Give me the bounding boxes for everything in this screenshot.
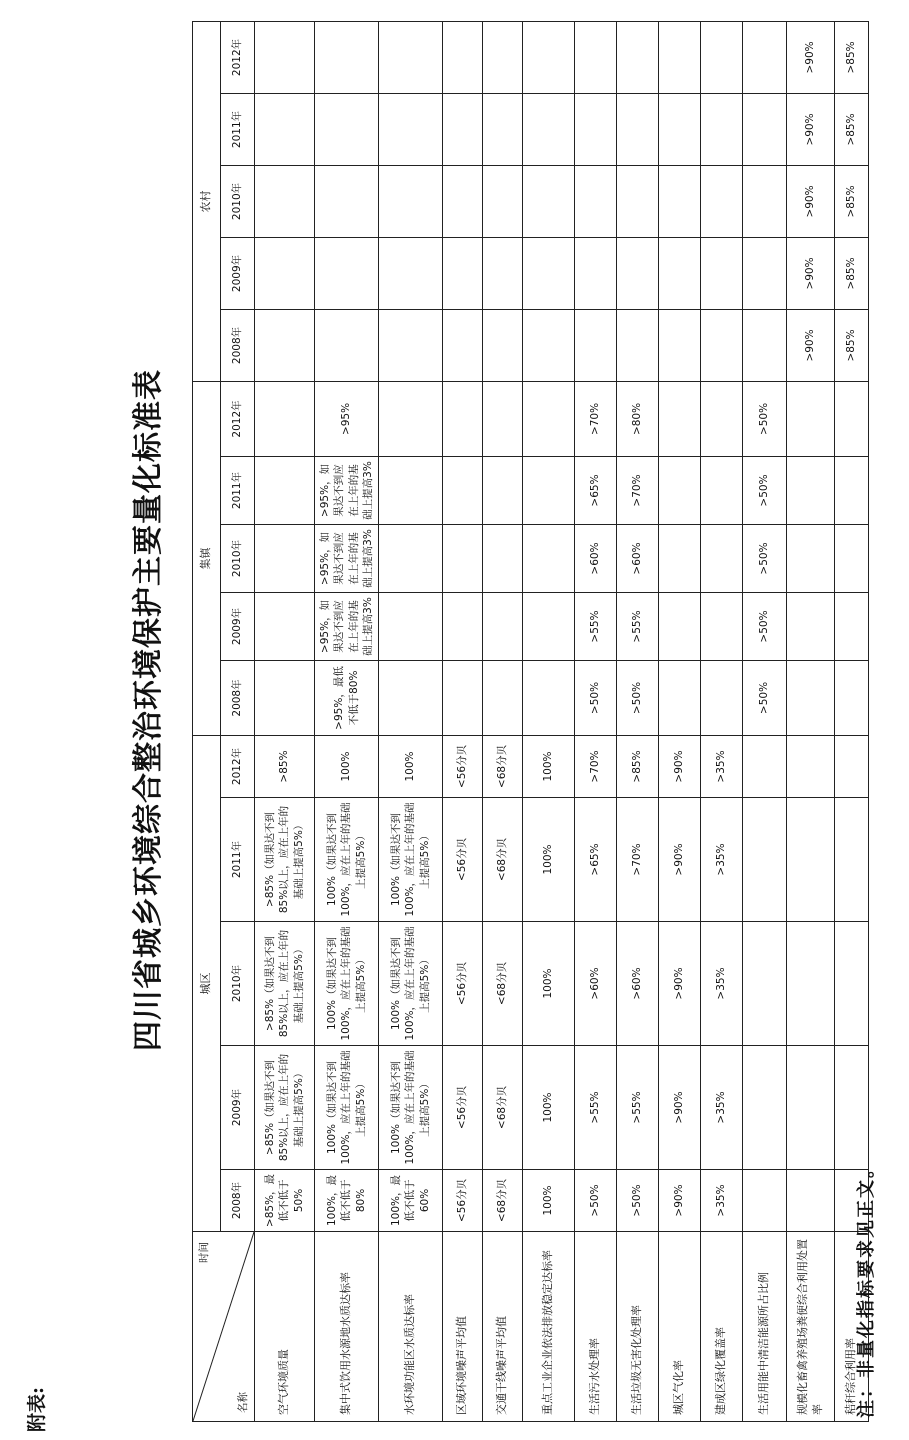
value-cell-jizhen — [787, 592, 835, 660]
value-cell-nongcun — [315, 309, 379, 381]
indicator-name: 建成区绿化覆盖率 — [701, 1232, 743, 1422]
value-cell-jizhen — [523, 381, 575, 456]
value-cell-jizhen — [379, 524, 443, 592]
value-cell-chengqu — [835, 798, 869, 922]
year-header: 2009年 — [221, 237, 255, 309]
value-cell-jizhen — [483, 381, 523, 456]
value-cell-chengqu: >70% — [575, 735, 617, 797]
value-cell-jizhen — [255, 592, 315, 660]
value-cell-chengqu: <56分贝 — [443, 735, 483, 797]
value-cell-nongcun — [617, 93, 659, 165]
value-cell-jizhen: >95%，最低不低于80% — [315, 660, 379, 735]
value-cell-jizhen — [701, 660, 743, 735]
value-cell-nongcun — [443, 21, 483, 93]
value-cell-jizhen: >80% — [617, 381, 659, 456]
year-header: 2008年 — [221, 660, 255, 735]
value-cell-nongcun — [575, 165, 617, 237]
value-cell-nongcun — [659, 21, 701, 93]
value-cell-chengqu: >70% — [617, 798, 659, 922]
value-cell-nongcun — [379, 165, 443, 237]
value-cell-jizhen — [787, 381, 835, 456]
value-cell-nongcun — [379, 21, 443, 93]
value-cell-jizhen: >55% — [575, 592, 617, 660]
value-cell-jizhen — [379, 592, 443, 660]
indicator-name: 集中式饮用水源地水质达标率 — [315, 1232, 379, 1422]
value-cell-nongcun — [575, 93, 617, 165]
value-cell-nongcun — [743, 237, 787, 309]
value-cell-nongcun — [575, 237, 617, 309]
value-cell-chengqu: >90% — [659, 1046, 701, 1170]
value-cell-nongcun — [443, 237, 483, 309]
value-cell-chengqu: <68分贝 — [483, 922, 523, 1046]
value-cell-jizhen — [255, 381, 315, 456]
value-cell-chengqu: >85%，最低不低于50% — [255, 1170, 315, 1232]
value-cell-chengqu: 100%，最低不低于80% — [315, 1170, 379, 1232]
value-cell-chengqu: <68分贝 — [483, 1170, 523, 1232]
corner-header-cell — [193, 1232, 255, 1422]
value-cell-jizhen — [659, 592, 701, 660]
value-cell-jizhen: >50% — [575, 660, 617, 735]
year-header: 2009年 — [221, 592, 255, 660]
value-cell-chengqu — [787, 1170, 835, 1232]
value-cell-nongcun — [701, 237, 743, 309]
value-cell-nongcun — [379, 309, 443, 381]
value-cell-jizhen — [835, 592, 869, 660]
year-header: 2009年 — [221, 1046, 255, 1170]
table-row — [617, 21, 659, 1421]
value-cell-jizhen — [379, 660, 443, 735]
value-cell-jizhen — [787, 524, 835, 592]
value-cell-chengqu — [743, 922, 787, 1046]
value-cell-chengqu: >85%（如果达不到85%以上，应在上年的基础上提高5%） — [255, 798, 315, 922]
year-header: 2008年 — [221, 1170, 255, 1232]
value-cell-nongcun — [483, 165, 523, 237]
footnote: 注：非量化指标要求见正文。 — [856, 1158, 877, 1418]
value-cell-chengqu — [743, 735, 787, 797]
value-cell-chengqu: >85% — [255, 735, 315, 797]
value-cell-jizhen — [255, 660, 315, 735]
value-cell-nongcun — [255, 21, 315, 93]
group-header-nongcun: 农村 — [193, 21, 221, 381]
value-cell-nongcun — [315, 93, 379, 165]
value-cell-nongcun: >90% — [787, 309, 835, 381]
value-cell-jizhen: >95%，如果达不到应在上年的基础上提高3% — [315, 456, 379, 524]
value-cell-chengqu: 100% — [523, 922, 575, 1046]
value-cell-jizhen — [787, 456, 835, 524]
value-cell-jizhen — [835, 456, 869, 524]
value-cell-jizhen — [701, 524, 743, 592]
document-title: 四川省城乡环境综合整治环境保护主要量化标准表 — [131, 369, 166, 1051]
group-header-chengqu: 城区 — [193, 735, 221, 1231]
table-row — [575, 21, 617, 1421]
indicator-name: 生活用能中清洁能源所占比例 — [743, 1232, 787, 1422]
year-header: 2010年 — [221, 524, 255, 592]
appendix-label: 附表: — [26, 1386, 48, 1432]
table-body — [255, 21, 869, 1421]
value-cell-jizhen — [255, 524, 315, 592]
value-cell-chengqu: 100%（如果达不到100%，应在上年的基础上提高5%） — [379, 1046, 443, 1170]
value-cell-chengqu: >55% — [617, 1046, 659, 1170]
value-cell-nongcun: >85% — [835, 93, 869, 165]
table-row — [787, 21, 835, 1421]
table-row — [379, 21, 443, 1421]
value-cell-nongcun — [701, 21, 743, 93]
value-cell-chengqu: >35% — [701, 1170, 743, 1232]
table-row — [255, 21, 315, 1421]
value-cell-chengqu: >35% — [701, 922, 743, 1046]
group-header-jizhen: 集镇 — [193, 381, 221, 735]
standards-table — [192, 21, 869, 1422]
value-cell-chengqu: 100%（如果达不到100%，应在上年的基础上提高5%） — [379, 798, 443, 922]
value-cell-nongcun — [483, 309, 523, 381]
value-cell-nongcun — [483, 237, 523, 309]
value-cell-chengqu: >90% — [659, 798, 701, 922]
value-cell-nongcun — [659, 165, 701, 237]
value-cell-jizhen — [483, 660, 523, 735]
value-cell-nongcun — [701, 165, 743, 237]
value-cell-nongcun: >90% — [787, 165, 835, 237]
indicator-name: 交通干线噪声平均值 — [483, 1232, 523, 1422]
value-cell-chengqu — [787, 1046, 835, 1170]
table-row — [743, 21, 787, 1421]
value-cell-nongcun — [523, 21, 575, 93]
value-cell-nongcun — [483, 93, 523, 165]
value-cell-chengqu: <56分贝 — [443, 1046, 483, 1170]
value-cell-jizhen: >50% — [743, 660, 787, 735]
year-header: 2010年 — [221, 165, 255, 237]
value-cell-jizhen — [835, 524, 869, 592]
value-cell-jizhen: >50% — [743, 381, 787, 456]
value-cell-chengqu — [787, 735, 835, 797]
indicator-name: 规模化畜禽养殖场粪便综合利用处置率 — [787, 1232, 835, 1422]
table-row — [701, 21, 743, 1421]
value-cell-nongcun — [523, 309, 575, 381]
value-cell-chengqu: >50% — [575, 1170, 617, 1232]
value-cell-chengqu — [743, 798, 787, 922]
indicator-name: 秸秆综合利用率 — [835, 1232, 869, 1422]
table-row — [659, 21, 701, 1421]
value-cell-chengqu: >85% — [617, 735, 659, 797]
value-cell-jizhen — [523, 592, 575, 660]
year-header: 2012年 — [221, 381, 255, 456]
year-header: 2012年 — [221, 735, 255, 797]
value-cell-jizhen — [483, 456, 523, 524]
value-cell-nongcun — [315, 237, 379, 309]
value-cell-chengqu: 100% — [523, 735, 575, 797]
value-cell-chengqu: <56分贝 — [443, 922, 483, 1046]
value-cell-nongcun — [659, 93, 701, 165]
value-cell-chengqu — [835, 735, 869, 797]
value-cell-chengqu: 100% — [379, 735, 443, 797]
value-cell-chengqu: >90% — [659, 1170, 701, 1232]
value-cell-chengqu — [835, 922, 869, 1046]
year-header: 2008年 — [221, 309, 255, 381]
value-cell-jizhen: >50% — [617, 660, 659, 735]
value-cell-nongcun — [743, 165, 787, 237]
value-cell-chengqu — [743, 1046, 787, 1170]
value-cell-nongcun — [701, 309, 743, 381]
value-cell-chengqu: <56分贝 — [443, 1170, 483, 1232]
value-cell-nongcun — [255, 165, 315, 237]
value-cell-chengqu — [743, 1170, 787, 1232]
value-cell-chengqu: <68分贝 — [483, 735, 523, 797]
value-cell-jizhen — [659, 381, 701, 456]
value-cell-nongcun — [617, 237, 659, 309]
value-cell-chengqu: >35% — [701, 798, 743, 922]
value-cell-jizhen: >95% — [315, 381, 379, 456]
value-cell-chengqu: >60% — [575, 922, 617, 1046]
value-cell-chengqu: 100% — [315, 735, 379, 797]
value-cell-jizhen — [835, 660, 869, 735]
value-cell-nongcun — [575, 309, 617, 381]
value-cell-jizhen — [483, 524, 523, 592]
value-cell-chengqu: >50% — [617, 1170, 659, 1232]
table-row — [483, 21, 523, 1421]
table-row — [443, 21, 483, 1421]
value-cell-jizhen: >95%，如果达不到应在上年的基础上提高3% — [315, 592, 379, 660]
value-cell-chengqu: 100% — [523, 798, 575, 922]
value-cell-jizhen — [523, 660, 575, 735]
value-cell-jizhen — [701, 381, 743, 456]
indicator-name: 空气环境质量 — [255, 1232, 315, 1422]
value-cell-chengqu: >85%（如果达不到85%以上，应在上年的基础上提高5%） — [255, 1046, 315, 1170]
value-cell-jizhen — [787, 660, 835, 735]
value-cell-jizhen — [255, 456, 315, 524]
value-cell-nongcun — [523, 237, 575, 309]
value-cell-chengqu: 100% — [523, 1170, 575, 1232]
year-header: 2011年 — [221, 93, 255, 165]
value-cell-jizhen — [483, 592, 523, 660]
value-cell-chengqu — [835, 1046, 869, 1170]
value-cell-nongcun — [523, 165, 575, 237]
value-cell-nongcun: >85% — [835, 309, 869, 381]
value-cell-jizhen: >70% — [575, 381, 617, 456]
value-cell-nongcun: >90% — [787, 21, 835, 93]
value-cell-jizhen — [701, 456, 743, 524]
value-cell-nongcun — [443, 309, 483, 381]
value-cell-jizhen: >50% — [743, 524, 787, 592]
value-cell-jizhen — [835, 381, 869, 456]
value-cell-chengqu: <56分贝 — [443, 798, 483, 922]
value-cell-chengqu: 100%，最低不低于60% — [379, 1170, 443, 1232]
value-cell-jizhen: >70% — [617, 456, 659, 524]
value-cell-chengqu — [787, 798, 835, 922]
value-cell-chengqu: 100%（如果达不到100%，应在上年的基础上提高5%） — [315, 922, 379, 1046]
value-cell-nongcun — [255, 237, 315, 309]
value-cell-nongcun — [315, 21, 379, 93]
value-cell-nongcun — [523, 93, 575, 165]
corner-time-label: 时间 — [198, 1242, 210, 1263]
value-cell-nongcun — [743, 309, 787, 381]
value-cell-chengqu: <68分贝 — [483, 798, 523, 922]
value-cell-nongcun — [379, 237, 443, 309]
indicator-name: 生活垃圾无害化处理率 — [617, 1232, 659, 1422]
value-cell-jizhen — [659, 660, 701, 735]
value-cell-chengqu: >90% — [659, 735, 701, 797]
value-cell-nongcun — [659, 309, 701, 381]
value-cell-chengqu: <68分贝 — [483, 1046, 523, 1170]
year-header: 2012年 — [221, 21, 255, 93]
value-cell-nongcun: >90% — [787, 237, 835, 309]
value-cell-nongcun — [255, 93, 315, 165]
value-cell-jizhen — [659, 456, 701, 524]
value-cell-chengqu: 100% — [523, 1046, 575, 1170]
value-cell-chengqu: >35% — [701, 1046, 743, 1170]
indicator-name: 区域环境噪声平均值 — [443, 1232, 483, 1422]
value-cell-nongcun — [617, 309, 659, 381]
value-cell-chengqu: 100%（如果达不到100%，应在上年的基础上提高5%） — [315, 1046, 379, 1170]
value-cell-jizhen — [379, 456, 443, 524]
value-cell-jizhen — [443, 524, 483, 592]
value-cell-jizhen — [379, 381, 443, 456]
value-cell-jizhen: >65% — [575, 456, 617, 524]
value-cell-nongcun — [255, 309, 315, 381]
value-cell-nongcun — [443, 165, 483, 237]
value-cell-nongcun: >85% — [835, 165, 869, 237]
value-cell-chengqu: 100%（如果达不到100%，应在上年的基础上提高5%） — [315, 798, 379, 922]
value-cell-jizhen — [523, 524, 575, 592]
value-cell-chengqu: >65% — [575, 798, 617, 922]
value-cell-chengqu: >90% — [659, 922, 701, 1046]
value-cell-jizhen: >50% — [743, 456, 787, 524]
value-cell-nongcun: >85% — [835, 21, 869, 93]
value-cell-jizhen — [523, 456, 575, 524]
value-cell-nongcun — [743, 21, 787, 93]
value-cell-nongcun: >90% — [787, 93, 835, 165]
value-cell-jizhen: >50% — [743, 592, 787, 660]
value-cell-chengqu: >35% — [701, 735, 743, 797]
value-cell-nongcun — [701, 93, 743, 165]
value-cell-jizhen — [443, 660, 483, 735]
value-cell-jizhen — [443, 381, 483, 456]
value-cell-nongcun: >85% — [835, 237, 869, 309]
value-cell-nongcun — [483, 21, 523, 93]
value-cell-jizhen: >60% — [617, 524, 659, 592]
value-cell-nongcun — [443, 93, 483, 165]
value-cell-jizhen — [701, 592, 743, 660]
value-cell-jizhen: >95%，如果达不到应在上年的基础上提高3% — [315, 524, 379, 592]
table-row — [315, 21, 379, 1421]
value-cell-chengqu — [787, 922, 835, 1046]
value-cell-chengqu: >60% — [617, 922, 659, 1046]
value-cell-jizhen — [659, 524, 701, 592]
value-cell-nongcun — [617, 21, 659, 93]
value-cell-jizhen — [443, 592, 483, 660]
value-cell-chengqu: >85%（如果达不到85%以上，应在上年的基础上提高5%） — [255, 922, 315, 1046]
value-cell-nongcun — [379, 93, 443, 165]
table-row — [523, 21, 575, 1421]
year-header: 2010年 — [221, 922, 255, 1046]
year-header: 2011年 — [221, 456, 255, 524]
corner-name-label: 名称 — [236, 1392, 249, 1413]
indicator-name: 水环境功能区水质达标率 — [379, 1232, 443, 1422]
value-cell-nongcun — [743, 93, 787, 165]
value-cell-nongcun — [659, 237, 701, 309]
value-cell-nongcun — [617, 165, 659, 237]
value-cell-jizhen: >60% — [575, 524, 617, 592]
value-cell-nongcun — [575, 21, 617, 93]
indicator-name: 重点工业企业依法排放稳定达标率 — [523, 1232, 575, 1422]
value-cell-nongcun — [315, 165, 379, 237]
value-cell-chengqu: >55% — [575, 1046, 617, 1170]
year-header: 2011年 — [221, 798, 255, 922]
value-cell-jizhen: >55% — [617, 592, 659, 660]
indicator-name: 生活污水处理率 — [575, 1232, 617, 1422]
indicator-name: 城区气化率 — [659, 1232, 701, 1422]
value-cell-jizhen — [443, 456, 483, 524]
value-cell-chengqu: 100%（如果达不到100%，应在上年的基础上提高5%） — [379, 922, 443, 1046]
